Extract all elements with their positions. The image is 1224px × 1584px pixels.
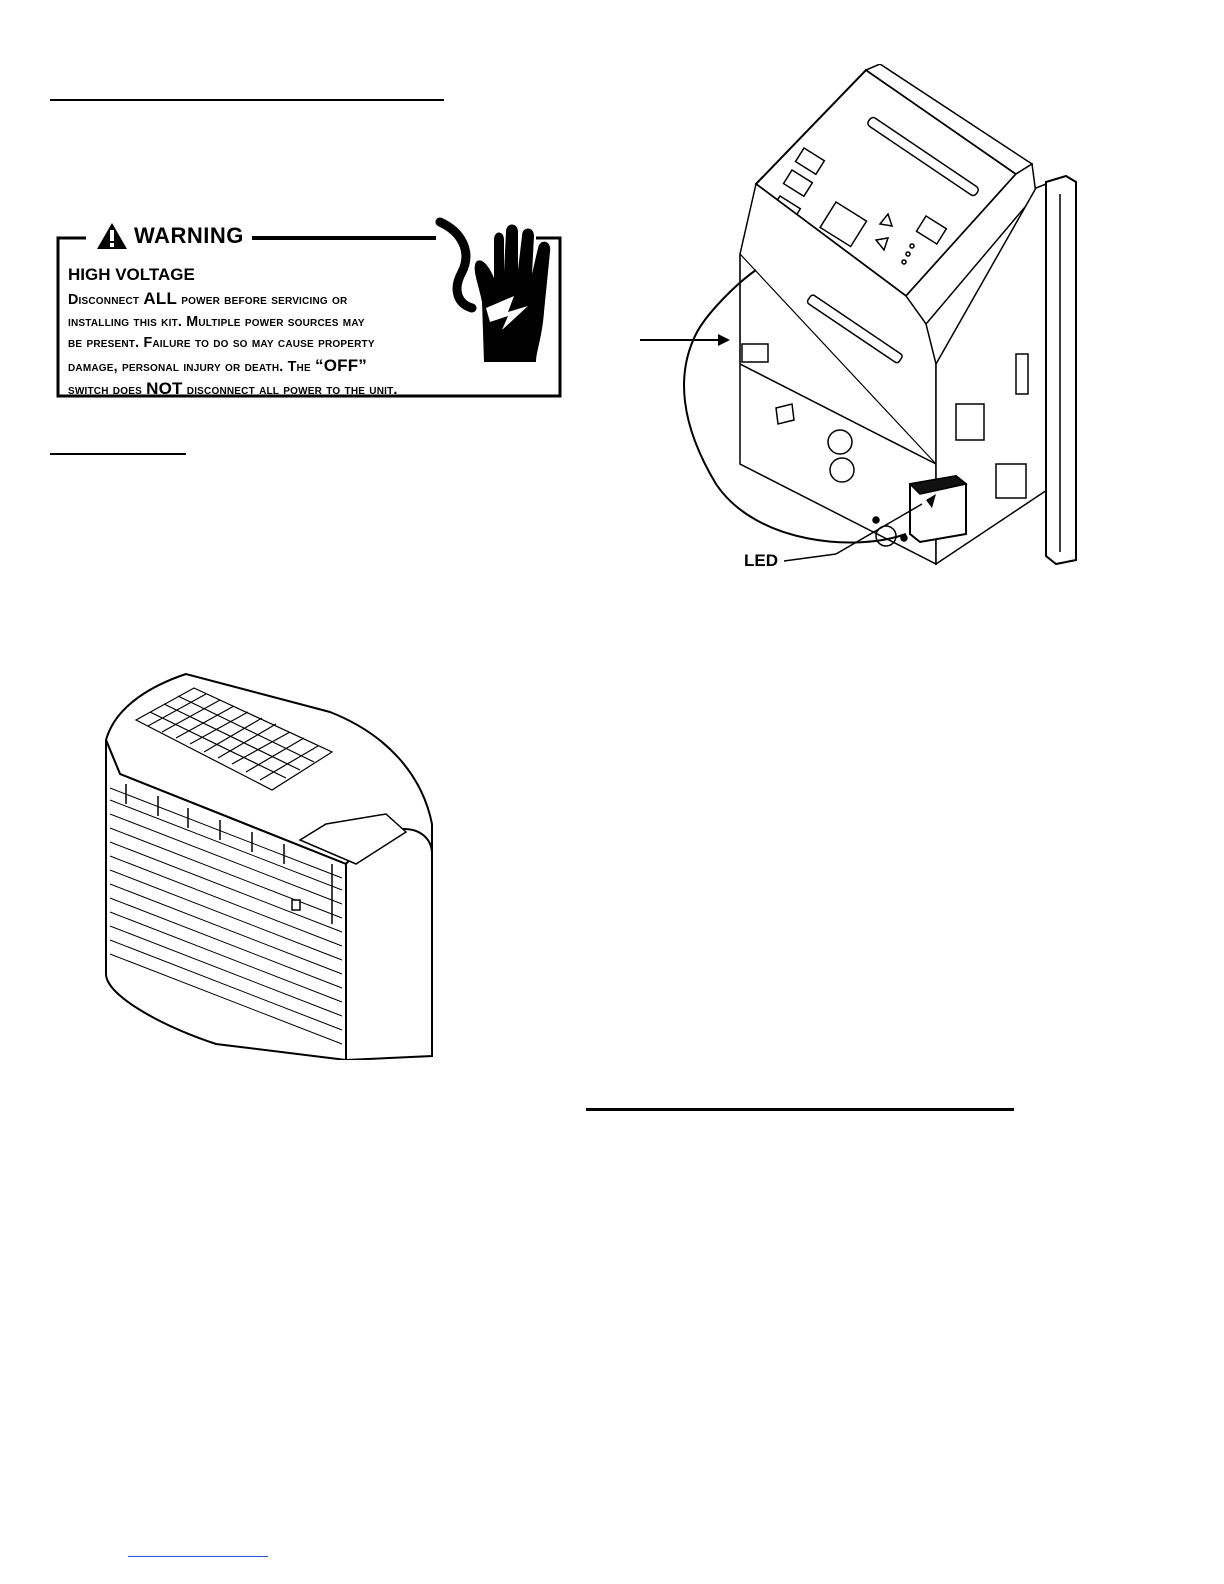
warning-line-2: installing this kit. Multiple power sources may: [68, 313, 365, 330]
warning-title: WARNING: [134, 223, 244, 248]
warning-body: [68, 288, 488, 402]
warning-title-row: [88, 222, 252, 250]
warning-line-4: damage, personal injury or death. The “OFF”: [68, 355, 368, 375]
warning-line-3: be present. Failure to do so may cause property: [68, 335, 375, 351]
footer-link-underline[interactable]: [128, 1556, 268, 1557]
section-rule-mid-left: [50, 453, 186, 455]
warning-triangle-icon: [96, 222, 128, 250]
warning-line-5: switch does NOT disconnect all power to the unit.: [68, 379, 398, 398]
section-rule-right: [586, 1108, 1014, 1111]
section-rule-top-left: [50, 99, 444, 101]
chassis-led-diagram: [636, 64, 1096, 588]
warning-line-1: Disconnect ALL power before servicing or: [68, 289, 348, 308]
led-callout-label: LED: [744, 551, 778, 570]
ptac-unit-diagram: [96, 664, 440, 1060]
warning-heading: HIGH VOLTAGE: [68, 265, 195, 284]
